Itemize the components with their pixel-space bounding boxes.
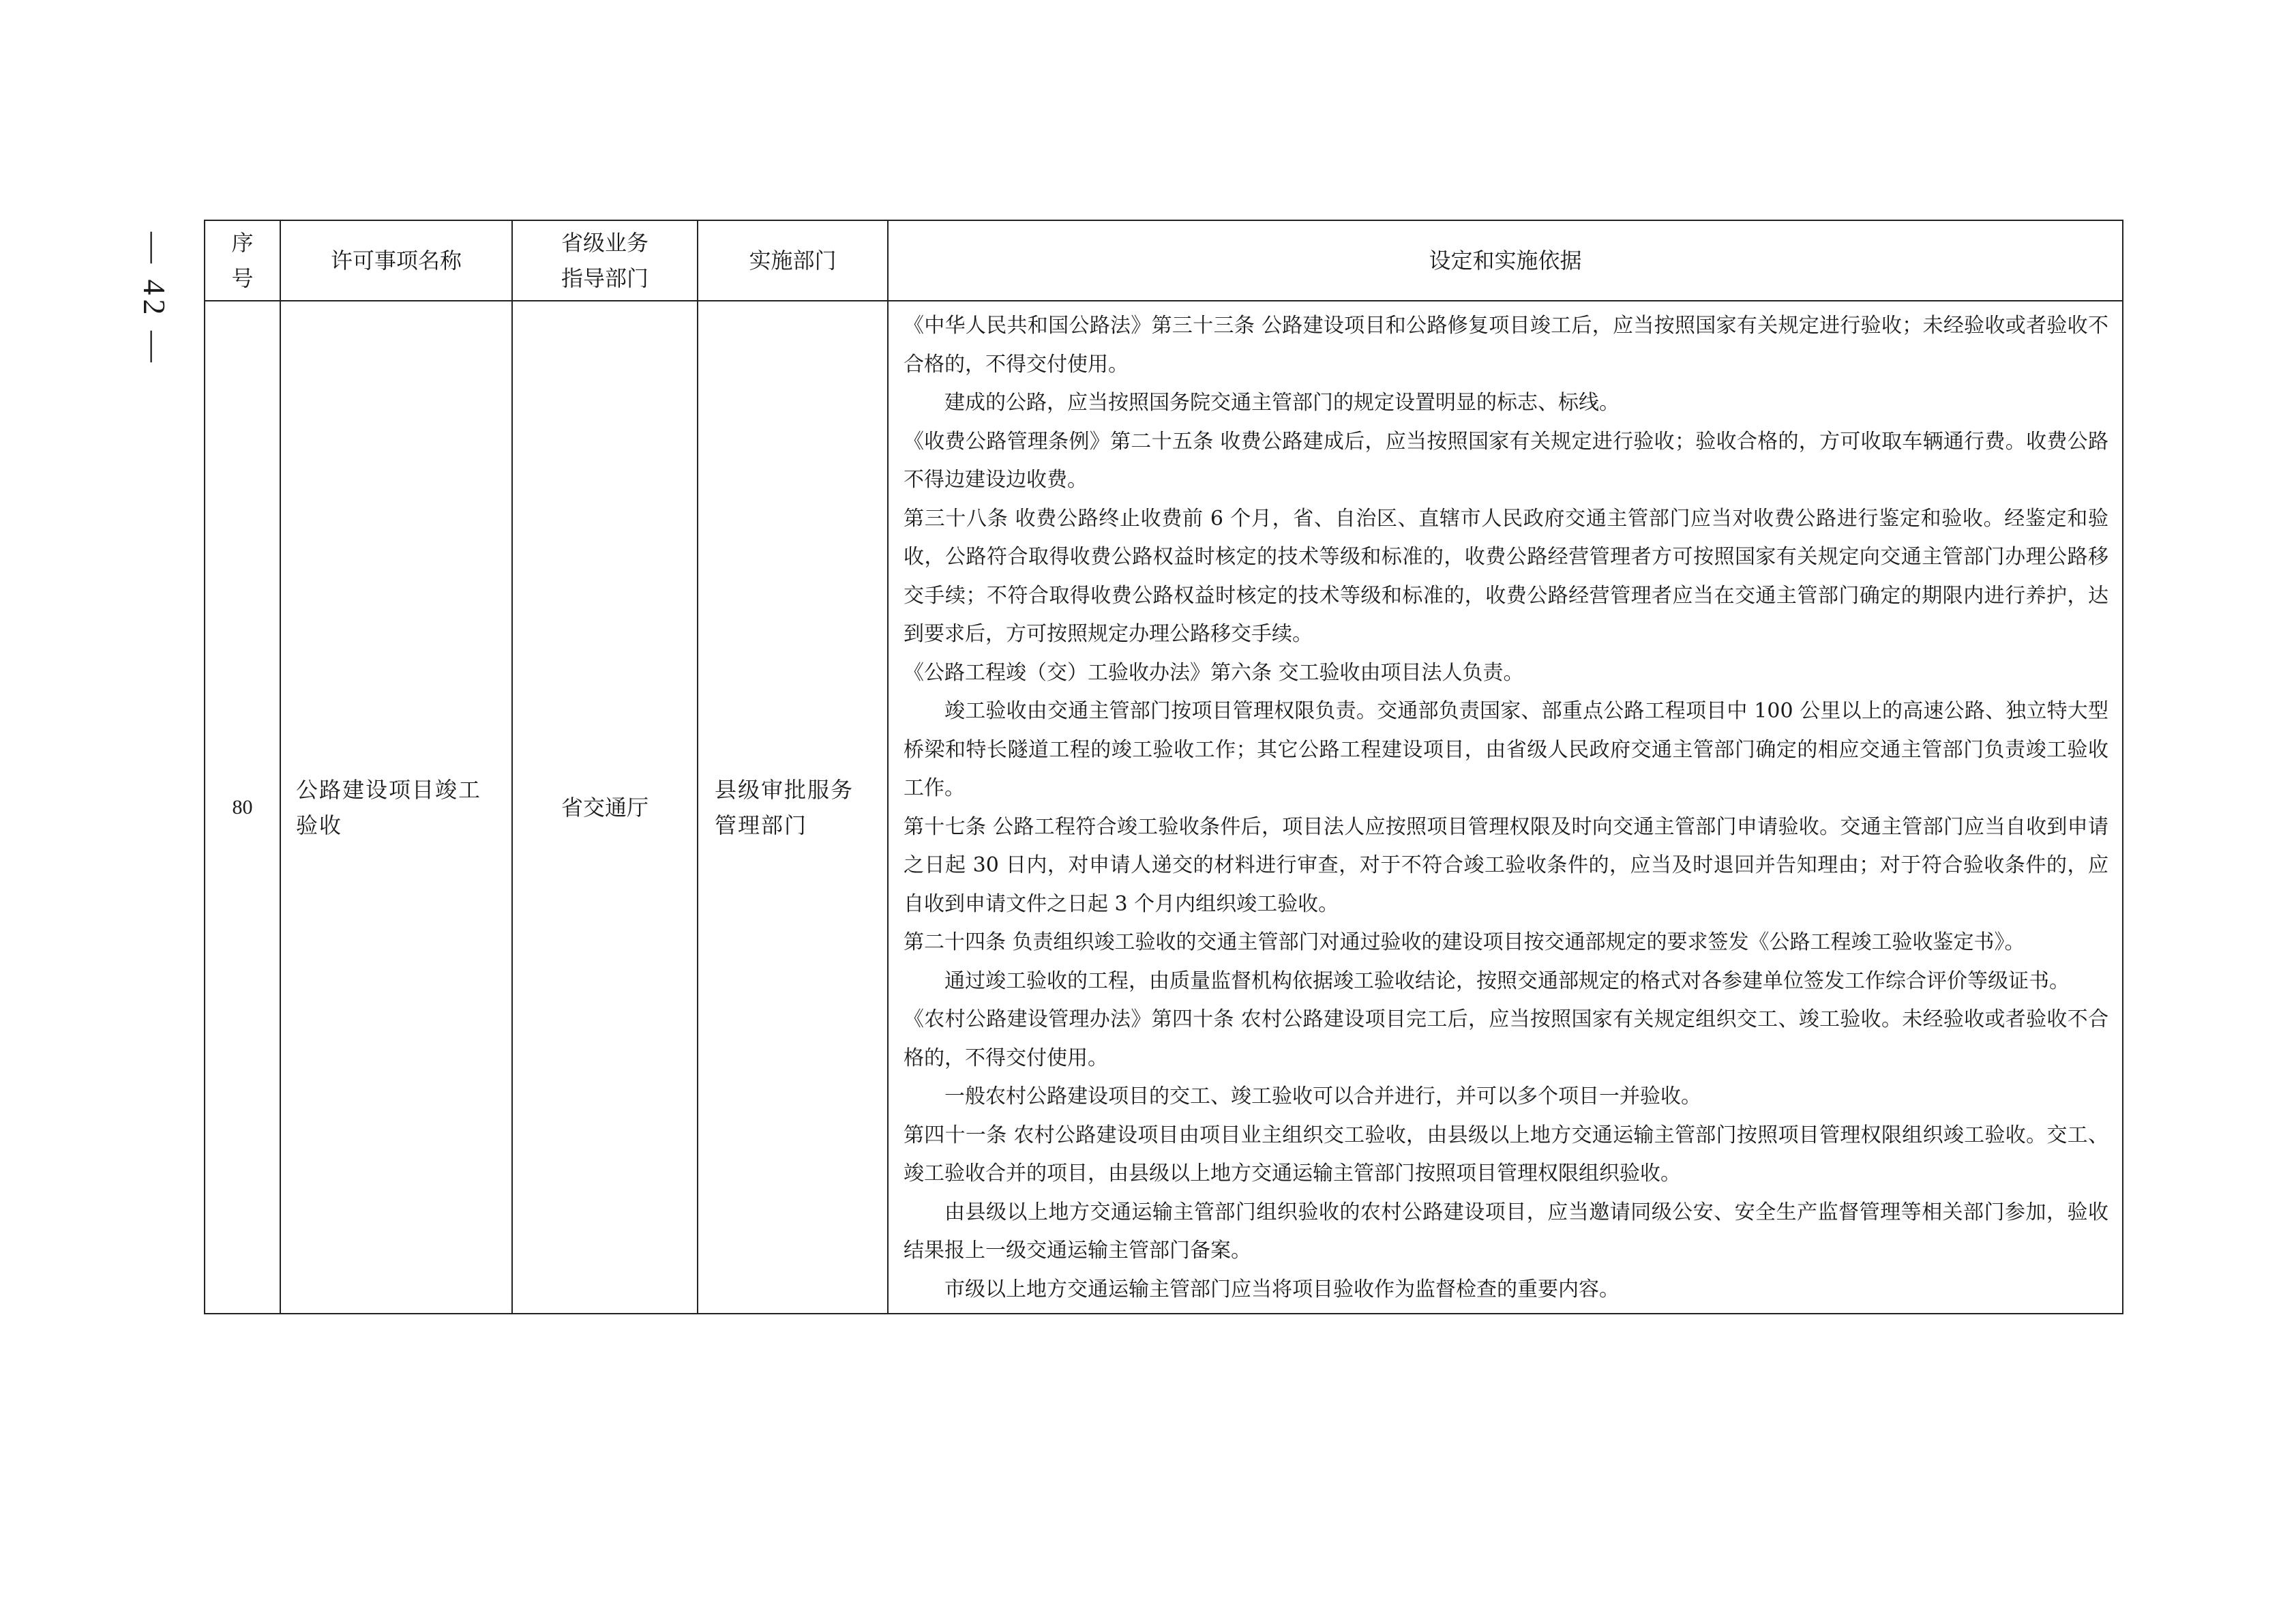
table-header-row bbox=[205, 220, 2123, 301]
header-guide-dept-line-2: 指导部门 bbox=[561, 265, 648, 291]
header-seq-line-2: 号 bbox=[231, 265, 254, 291]
cell-seq: 80 bbox=[205, 301, 280, 1314]
basis-paragraphs bbox=[904, 307, 2108, 1309]
page-number bbox=[134, 217, 175, 381]
basis-paragraph: 《收费公路管理条例》第二十五条 收费公路建成后，应当按照国家有关规定进行验收；验收合格的，方可收取车辆通行费。收费公路不得边建设边收费。 bbox=[904, 429, 2108, 492]
header-seq bbox=[205, 220, 280, 301]
basis-paragraph: 第三十八条 收费公路终止收费前 6 个月，省、自治区、直辖市人民政府交通主管部门应当对收费公路进行鉴定和验收。经鉴定和验收，公路符合取得收费公路权益时核定的技术等级和标准的，收费公路经营管理者方可按照国家有关规定向交通主管部门办理公路移交手续；不符合取得收费公路权益时核定的技术等级和标准的，收费公路经营管理者应当在交通主管部门确定的期限内进行养护，达到要求后，方可按照规定办理公路移交手续。 bbox=[904, 506, 2108, 646]
basis-paragraph: 《中华人民共和国公路法》第三十三条 公路建设项目和公路修复项目竣工后，应当按照国家有关规定进行验收；未经验收或者验收不合格的，不得交付使用。 bbox=[904, 314, 2108, 377]
basis-paragraph: 通过竣工验收的工程，由质量监督机构依据竣工验收结论，按照交通部规定的格式对各参建单位签发工作综合评价等级证书。 bbox=[944, 969, 2070, 993]
cell-impl-dept: 县级审批服务管理部门 bbox=[698, 301, 888, 1314]
basis-paragraph: 第十七条 公路工程符合竣工验收条件后，项目法人应按照项目管理权限及时向交通主管部门申请验收。交通主管部门应当自收到申请之日起 30 日内，对申请人递交的材料进行审查，对于不符合竣工验收条件的，应当及时退回并告知理由；对于符合验收条件的，应自收到申请文件之日起 3 个月内组织竣工验收。 bbox=[904, 814, 2108, 916]
table-row bbox=[205, 301, 2123, 1314]
header-guide-dept-line-1: 省级业务 bbox=[561, 230, 648, 256]
header-permit-name: 许可事项名称 bbox=[280, 220, 512, 301]
header-guide-dept bbox=[512, 220, 698, 301]
header-basis: 设定和实施依据 bbox=[888, 220, 2123, 301]
basis-paragraph: 由县级以上地方交通运输主管部门组织验收的农村公路建设项目，应当邀请同级公安、安全生产监督管理等相关部门参加，验收结果报上一级交通运输主管部门备案。 bbox=[904, 1200, 2108, 1263]
basis-paragraph: 第二十四条 负责组织竣工验收的交通主管部门对通过验收的建设项目按交通部规定的要求签发《公路工程竣工验收鉴定书》。 bbox=[904, 930, 2025, 954]
cell-guide-dept: 省交通厅 bbox=[512, 301, 698, 1314]
cell-permit-name: 公路建设项目竣工验收 bbox=[280, 301, 512, 1314]
header-impl-dept: 实施部门 bbox=[698, 220, 888, 301]
basis-paragraph: 《农村公路建设管理办法》第四十条 农村公路建设项目完工后，应当按照国家有关规定组织交工、竣工验收。未经验收或者验收不合格的，不得交付使用。 bbox=[904, 1007, 2108, 1070]
header-seq-line-1: 序 bbox=[231, 230, 254, 256]
basis-paragraph: 《公路工程竣（交）工验收办法》第六条 交工验收由项目法人负责。 bbox=[904, 660, 1524, 685]
basis-paragraph: 建成的公路，应当按照国务院交通主管部门的规定设置明显的标志、标线。 bbox=[944, 391, 1620, 415]
cell-basis bbox=[888, 301, 2123, 1314]
basis-paragraph: 一般农村公路建设项目的交工、竣工验收可以合并进行，并可以多个项目一并验收。 bbox=[944, 1084, 1701, 1108]
basis-paragraph: 市级以上地方交通运输主管部门应当将项目验收作为监督检查的重要内容。 bbox=[944, 1277, 1620, 1301]
page-number-text: — 42 — bbox=[136, 231, 172, 366]
permit-table bbox=[204, 220, 2123, 1314]
basis-paragraph: 第四十一条 农村公路建设项目由项目业主组织交工验收，由县级以上地方交通运输主管部门按照项目管理权限组织竣工验收。交工、竣工验收合并的项目，由县级以上地方交通运输主管部门按照项目管理权限组织验收。 bbox=[904, 1123, 2108, 1185]
basis-paragraph: 竣工验收由交通主管部门按项目管理权限负责。交通部负责国家、部重点公路工程项目中 100 公里以上的高速公路、独立特大型桥梁和特长隧道工程的竣工验收工作；其它公路工程建设项目，由省级人民政府交通主管部门确定的相应交通主管部门负责竣工验收工作。 bbox=[904, 699, 2108, 800]
